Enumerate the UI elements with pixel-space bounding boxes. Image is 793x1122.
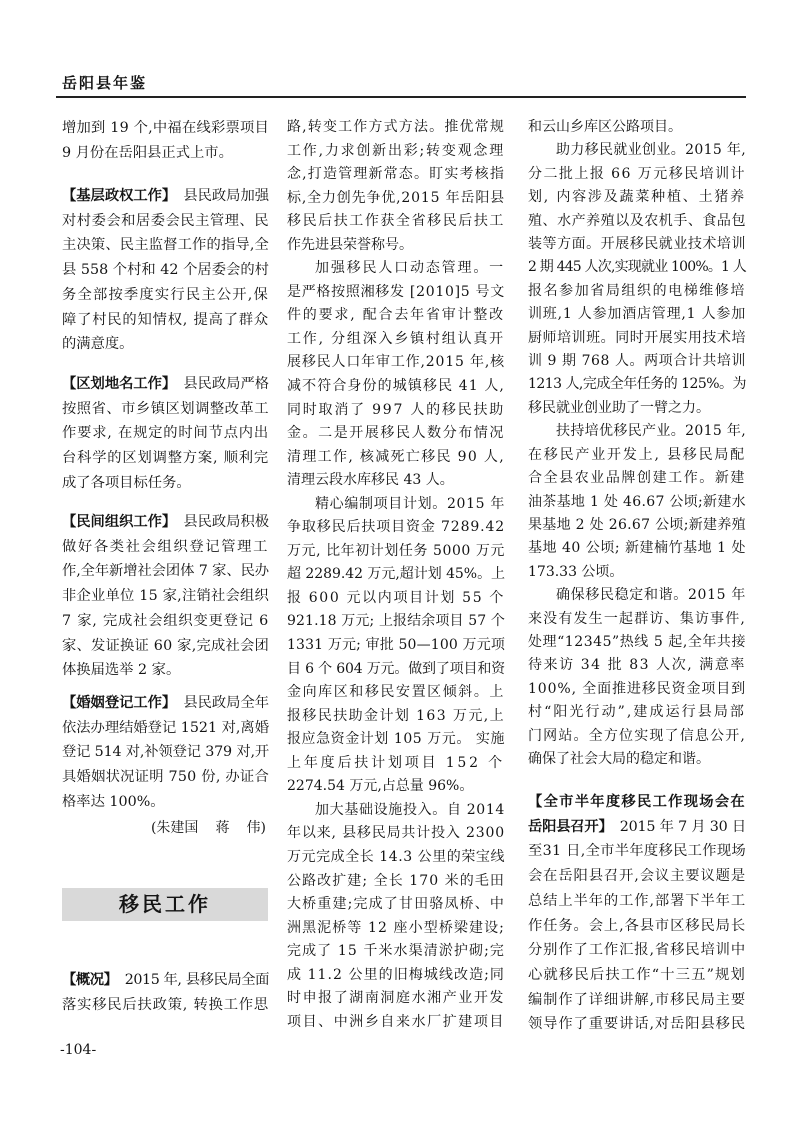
paragraph-stability <box>528 584 746 771</box>
text-line-content: 加大基础设施投入。自 2014 <box>315 801 505 818</box>
text-line <box>528 491 746 514</box>
text-line <box>528 701 746 724</box>
text-line-content <box>62 968 269 993</box>
text-line <box>62 446 269 471</box>
text-line-content: 工作, 分组深入乡镇村组认真开 <box>287 330 505 347</box>
text-line-content: 1213 人,完成全年任务的 125%。为 <box>528 376 746 393</box>
text-line-content: 至31 日,全市半年度移民工作现场 <box>528 843 746 860</box>
text-line <box>62 609 269 634</box>
text-line-content: 精心编制项目计划。2015 年 <box>315 495 505 512</box>
text-line <box>62 421 269 446</box>
text-line <box>528 233 746 256</box>
text-line <box>62 559 269 584</box>
text-line-content: 万元, 比年初计划任务 5000 万元 <box>287 542 505 559</box>
text-line <box>287 1011 505 1035</box>
running-header-title: 岳阳县年鉴 <box>62 74 148 92</box>
text-line-content: 清理工作, 核减死亡移民 90 人, <box>287 448 505 465</box>
text-line <box>62 332 269 357</box>
paragraph-district-naming-work <box>62 372 269 496</box>
text-line <box>528 303 746 326</box>
text-line-content: 加强移民人口动态管理。一 <box>315 260 505 277</box>
text-line <box>62 184 269 209</box>
text-line-content: 合全县农业品牌创建工作。新建 <box>528 470 746 487</box>
text-line <box>62 397 269 422</box>
text-line <box>528 864 746 889</box>
text-line <box>287 493 505 517</box>
text-line <box>287 752 505 776</box>
text-line <box>287 940 505 964</box>
text-line-content: 上年度后扶计划项目 152 个 <box>287 754 505 771</box>
text-line <box>287 610 505 634</box>
text-line <box>62 584 269 609</box>
text-line <box>528 397 746 420</box>
text-line <box>287 399 505 423</box>
text-line <box>528 889 746 914</box>
text-line-content: 主决策、民主监督工作的指导,全 <box>62 237 269 254</box>
text-line-content: 作要求, 在规定的时间节点内出 <box>62 425 269 442</box>
text-line <box>528 748 746 771</box>
text-line <box>287 446 505 470</box>
text-line <box>287 893 505 917</box>
text-line <box>528 514 746 537</box>
text-line-content: 报应急资金计划 105 万元。 实施 <box>287 731 505 748</box>
text-line <box>528 914 746 939</box>
text-line <box>62 258 269 283</box>
text-line <box>528 561 746 584</box>
text-line <box>528 210 746 233</box>
text-line-content: 争取移民后扶项目资金 7289.42 <box>287 519 505 536</box>
text-line <box>287 304 505 328</box>
page-number: -104- <box>60 1042 97 1058</box>
paragraph-population-management <box>287 257 505 492</box>
text-line <box>287 375 505 399</box>
text-line-content: 处理“12345”热线 5 起,全年共接 <box>528 633 746 650</box>
text-line-content: 超 2289.42 万元,超计划 45%。上 <box>287 566 505 583</box>
text-line <box>287 846 505 870</box>
text-line <box>287 422 505 446</box>
text-line-content: 移民后扶工作获全省移民后扶工 <box>287 213 505 230</box>
text-line-content: 格率达 100%。 <box>62 793 165 810</box>
text-line <box>528 678 746 701</box>
text-line <box>287 728 505 752</box>
text-line-content: 是严格按照湘移发 [2010]5 号文 <box>287 283 505 300</box>
text-line <box>287 281 505 305</box>
text-line-content: 公路改扩建; 全长 170 米的毛田 <box>287 872 505 889</box>
text-line <box>287 540 505 564</box>
entry-heading: 【婚姻登记工作】 <box>62 695 177 711</box>
column-1 <box>62 0 269 1122</box>
text-line-content <box>62 691 269 716</box>
text-line-content: 台科学的区划调整方案, 顺利完 <box>62 450 269 467</box>
entry-heading: 【基层政权工作】 <box>62 188 177 204</box>
text-line-content: 100%, 全面推进移民资金项目到 <box>528 680 746 697</box>
text-line-content: 确保移民稳定和谐。2015 年 <box>556 587 746 604</box>
text-line <box>528 631 746 654</box>
text-line-content: 路,转变工作方式方法。推优常规 <box>287 119 505 135</box>
text-line-content: 障了村民的知情权, 提高了群众 <box>62 311 269 328</box>
entry-heading: 岳阳县召开】 <box>528 818 613 835</box>
text-line <box>287 917 505 941</box>
text-line-content: 按照省、市乡镇区划调整改革工 <box>62 400 269 417</box>
entry-heading: 【概况】 <box>62 972 118 988</box>
text-line-content: 殖、水产养殖以及农机手、食品包 <box>528 212 746 229</box>
text-line <box>287 187 505 211</box>
text-line-content: 确保了社会大局的稳定和谐。 <box>528 750 710 767</box>
text-line <box>62 968 269 993</box>
text-line <box>62 716 269 741</box>
paragraph-road-project <box>528 116 746 139</box>
text-line <box>62 308 269 333</box>
text-line-content: 成了各项目标任务。 <box>62 474 191 491</box>
text-line <box>528 988 746 1013</box>
text-line <box>287 681 505 705</box>
text-line-content: 7 家, 完成社会组织变更登记 6 <box>62 612 269 629</box>
text-line <box>528 1012 746 1037</box>
text-line <box>287 328 505 352</box>
text-line-content: 念,打造管理新常态。盯实考核指 <box>287 166 505 183</box>
text-line-content: 厨师培训班。同时开展实用技术培 <box>528 329 746 346</box>
text-line-content: 成 11.2 公里的旧梅城线改造;同 <box>287 966 505 983</box>
text-line <box>528 444 746 467</box>
text-line <box>287 658 505 682</box>
text-line <box>528 790 746 815</box>
column-3 <box>528 116 746 771</box>
author-credit: (朱建国 蒋 伟) <box>150 820 266 836</box>
text-line-content: 门网站。全方位实现了信息公开, <box>528 727 746 744</box>
entry-heading: 【全市半年度移民工作现场会在 <box>528 794 746 810</box>
text-line <box>528 280 746 303</box>
text-line-content <box>528 815 746 840</box>
text-line-content: 年以来, 县移民局共计投入 2300 <box>287 825 505 842</box>
text-line <box>62 471 269 496</box>
text-line <box>287 469 505 493</box>
entry-heading: 【民间组织工作】 <box>62 514 177 530</box>
text-line-content: 做好各类社会组织登记管理工 <box>62 538 269 555</box>
text-line-content: 家、发证换证 60 家,完成社会团 <box>62 637 269 654</box>
text-line-content: 在移民产业开发上, 县移民局配 <box>528 446 746 463</box>
text-line <box>62 510 269 535</box>
text-line <box>287 870 505 894</box>
text-line-content: 待来访 34 批 83 人次, 满意率 <box>528 657 746 674</box>
text-line <box>287 587 505 611</box>
text-line-content: 报名参加省局组织的电梯维修培 <box>528 282 746 299</box>
text-line-content: 目 6 个 604 万元。做到了项目和资 <box>287 660 505 677</box>
text-line-content: 移民就业创业助了一臂之力。 <box>528 399 710 416</box>
entry-text: 县民政局加强 <box>183 188 270 204</box>
text-line <box>287 987 505 1011</box>
text-line <box>528 654 746 677</box>
text-line <box>62 283 269 308</box>
text-line <box>528 938 746 963</box>
text-line <box>62 209 269 234</box>
text-line-content <box>528 790 746 815</box>
text-line-content: 作,全年新增社会团体 7 家、民办 <box>62 563 269 580</box>
text-line <box>287 163 505 187</box>
text-line <box>287 351 505 375</box>
text-line-content: 报移民扶助金计划 163 万元,上 <box>287 707 505 724</box>
text-line <box>287 116 505 140</box>
text-line-content: 2 期 445 人次,实现就业 100%。1 人 <box>528 259 746 276</box>
text-line-content: 同时取消了 997 人的移民扶助 <box>287 401 505 418</box>
text-line-content: 时申报了湖南洞庭水湘产业开发 <box>287 990 505 1007</box>
text-line <box>62 993 269 1018</box>
text-line-content: 和云山乡库区公路项目。 <box>528 119 682 135</box>
text-line <box>287 563 505 587</box>
text-line <box>528 608 746 631</box>
text-line-content: 标,全力创先争优,2015 年岳阳县 <box>287 189 505 206</box>
text-line-content: 的满意度。 <box>62 336 134 353</box>
text-line-content: 依法办理结婚登记 1521 对,离婚 <box>62 719 269 736</box>
text-line-content: 分二批上报 66 万元移民培训计 <box>528 165 746 182</box>
text-line-content: 基地 40 公顷; 新建楠竹基地 1 处 <box>528 540 746 557</box>
text-line-content: 921.18 万元; 上报结余项目 57 个 <box>287 613 505 630</box>
text-line-content: 扶持培优移民产业。2015 年, <box>556 423 746 440</box>
text-line-content: 来没有发生一起群访、集访事件, <box>528 610 746 627</box>
text-line <box>287 257 505 281</box>
text-line <box>287 210 505 234</box>
text-line-content: 体换届选举 2 家。 <box>62 662 181 679</box>
text-line-content: 9 月份在岳阳县正式上市。 <box>62 144 233 161</box>
text-line-content: 减不符合身份的城镇移民 41 人, <box>287 378 505 395</box>
text-line-content: 油茶基地 1 处 46.67 公顷;新建水 <box>528 493 746 510</box>
text-line-content: 编制作了详细讲解,市移民局主要 <box>528 991 746 1008</box>
text-line <box>287 964 505 988</box>
text-line <box>287 799 505 823</box>
section-heading-resettlement-work: 移民工作 <box>62 888 268 921</box>
text-line <box>528 725 746 748</box>
text-line <box>528 139 746 162</box>
text-line <box>528 420 746 443</box>
text-line-content: 作任务。会上,各县市区移民局长 <box>528 917 746 934</box>
text-line-content: 登记 514 对,补领登记 379 对,开 <box>62 744 269 761</box>
entry-text: 2015 年 7 月 30 日 <box>619 818 746 835</box>
entry-text: 县民政局严格 <box>183 376 270 392</box>
text-line-content: 助力移民就业创业。2015 年, <box>556 142 746 159</box>
text-line <box>62 535 269 560</box>
text-line-content: 173.33 公顷。 <box>528 563 624 580</box>
text-line <box>62 116 269 141</box>
text-line-content <box>62 184 269 209</box>
text-line <box>528 839 746 864</box>
text-line-content: 项目、中洲乡自来水厂扩建项目 <box>287 1013 505 1030</box>
text-line-content: 县 558 个村和 42 个居委会的村 <box>62 262 269 279</box>
text-line-content: 果基地 2 处 26.67 公顷;新建养殖 <box>528 516 746 533</box>
text-line <box>287 822 505 846</box>
text-line <box>62 233 269 258</box>
text-line-content: 作先进县荣誉称号。 <box>287 236 413 253</box>
text-line <box>62 691 269 716</box>
text-line-content: 村“阳光行动”,建成运行县局部 <box>528 704 746 721</box>
text-line-content: 分别作了工作汇报,省移民培训中 <box>528 942 746 959</box>
entry-heading: 【区划地名工作】 <box>62 376 177 392</box>
column-2 <box>287 116 505 1034</box>
text-line-content: 会在岳阳县召开,会议主要议题是 <box>528 868 746 885</box>
paragraph-project-planning <box>287 493 505 799</box>
text-line <box>528 163 746 186</box>
text-line <box>528 584 746 607</box>
text-line <box>528 116 746 139</box>
text-line <box>528 467 746 490</box>
text-line-content: 报 600 元以内项目计划 55 个 <box>287 589 505 606</box>
paragraph-continuation <box>62 116 269 165</box>
text-line-content: 金。二是开展移民人数分布情况 <box>287 425 505 442</box>
paragraph-marriage-registration-work <box>62 691 269 815</box>
text-line <box>528 963 746 988</box>
text-line-content: 1331 万元; 审批 50—100 万元项 <box>287 637 505 654</box>
text-line <box>287 705 505 729</box>
text-line <box>62 141 269 166</box>
text-line-content: 完成了 15 千米水渠清淤护砌;完 <box>287 943 505 960</box>
text-line <box>287 234 505 258</box>
paragraph-employment <box>528 139 746 420</box>
text-line <box>528 373 746 396</box>
text-line <box>62 372 269 397</box>
text-line-content: 清理云段水库移民 43 人。 <box>287 472 454 489</box>
text-line-content: 件的要求, 配合去年省审计整改 <box>287 307 505 324</box>
paragraph-city-meeting <box>528 790 746 1037</box>
text-line-content: 心就移民后扶工作“十三五”规划 <box>528 966 746 983</box>
text-line-content: 落实移民后扶政策, 转换工作思 <box>62 996 269 1013</box>
text-line <box>528 327 746 350</box>
text-line <box>62 765 269 790</box>
text-line-content: 万元完成全长 14.3 公里的荣宝线 <box>287 848 505 865</box>
paragraph-basic-government-work <box>62 184 269 357</box>
entry-text: 县民政局全年 <box>183 695 270 711</box>
text-line-content: 大桥重建;完成了甘田骆凤桥、中 <box>287 896 505 913</box>
paragraph-overview <box>62 968 269 1017</box>
text-line-content: 训 9 期 768 人。两项合计共培训 <box>528 353 746 370</box>
text-line <box>287 140 505 164</box>
entry-text: 2015 年, 县移民局全面 <box>124 972 269 988</box>
text-line-content: 非企业单位 15 家,注销社会组织 <box>62 588 269 605</box>
paragraph-infrastructure <box>287 799 505 1034</box>
text-line-content <box>62 372 269 397</box>
text-line <box>528 537 746 560</box>
text-line <box>287 775 505 799</box>
paragraph-work-methods <box>287 116 505 257</box>
text-line <box>528 815 746 840</box>
text-line <box>62 634 269 659</box>
text-line-content <box>62 510 269 535</box>
text-line <box>287 634 505 658</box>
text-line-content: 划, 内容涉及蔬菜种植、土猪养 <box>528 189 746 206</box>
text-line <box>528 186 746 209</box>
entry-text: 县民政局积极 <box>183 514 270 530</box>
text-line-content: 金向库区和移民安置区倾斜。上 <box>287 684 505 701</box>
text-line-content: 对村委会和居委会民主管理、民 <box>62 212 269 229</box>
text-line-content: 工作,力求创新出彩;转变观念理 <box>287 142 505 159</box>
text-line <box>528 256 746 279</box>
text-line-content: 领导作了重要讲话,对岳阳县移民 <box>528 1016 746 1033</box>
text-line-content: 总结上半年的工作,部署下半年工 <box>528 892 746 909</box>
text-line <box>287 516 505 540</box>
paragraph-civil-organization-work <box>62 510 269 683</box>
text-line <box>528 350 746 373</box>
text-line-content: 展移民人口年审工作,2015 年,核 <box>287 354 505 371</box>
text-line <box>62 658 269 683</box>
text-line-content: 训班,1 人参加酒店管理,1 人参加 <box>528 306 746 323</box>
text-line-content: 务全部按季度实行民主公开,保 <box>62 286 269 303</box>
text-line-content: 装等方面。开展移民就业技术培训 <box>528 236 746 253</box>
paragraph-industry <box>528 420 746 584</box>
text-line <box>62 740 269 765</box>
text-line-content: 洲黑泥桥等 12 座小型桥梁建设; <box>287 919 505 936</box>
text-line <box>62 790 269 815</box>
text-line-content: 增加到 19 个,中福在线彩票项目 <box>62 120 269 136</box>
text-line-content: 具婚姻状况证明 750 份, 办证合 <box>62 769 269 786</box>
text-line-content: 2274.54 万元,占总量 96%。 <box>287 778 474 795</box>
